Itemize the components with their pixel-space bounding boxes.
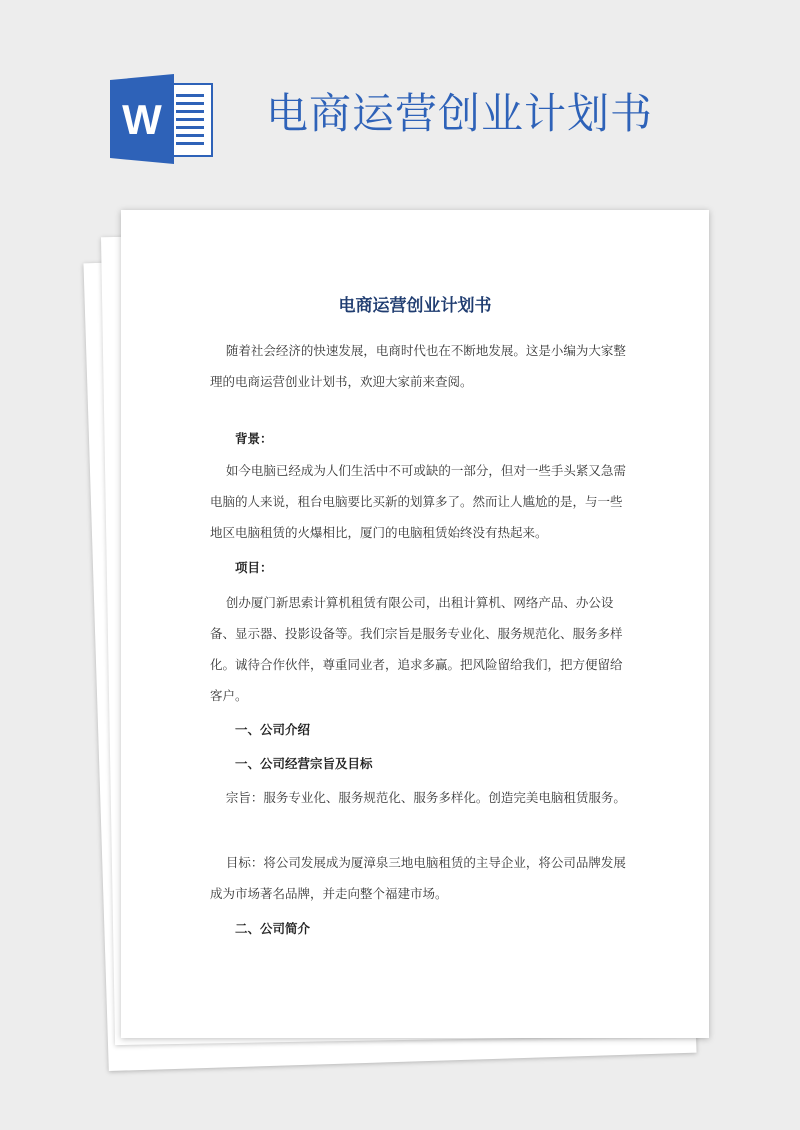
section-heading-background: 背景： (235, 431, 273, 446)
word-document-icon (110, 74, 214, 164)
document-title: 电商运营创业计划书 (338, 296, 492, 316)
document-page (121, 210, 709, 1038)
background-paragraph: 如今电脑已经成为人们生活中不可或缺的一部分，但对一些手头紧又急需电脑的人来说，租台电脑要比买新的划算多了。然而让人尴尬的是，与一些地区电脑租赁的火爆相比，厦门的电脑租赁始终没有热起来。 (210, 463, 626, 540)
goal-paragraph: 目标：将公司发展成为厦漳泉三地电脑租赁的主导企业，将公司品牌发展成为市场著名品牌，并走向整个福建市场。 (210, 855, 626, 901)
section-heading-company-profile: 二、公司简介 (235, 921, 311, 936)
section-heading-purpose-goals: 一、公司经营宗旨及目标 (235, 756, 373, 771)
section-heading-project: 项目： (235, 560, 273, 575)
section-heading-company-intro: 一、公司介绍 (235, 722, 311, 737)
project-paragraph: 创办厦门新思索计算机租赁有限公司，出租计算机、网络产品、办公设备、显示器、投影设备等。我们宗旨是服务专业化、服务规范化、服务多样化。诚待合作伙伴，尊重同业者，追求多赢。把风险留给我们，把方便留给客户。 (210, 595, 623, 703)
intro-paragraph: 随着社会经济的快速发展，电商时代也在不断地发展。这是小编为大家整理的电商运营创业计划书，欢迎大家前来查阅。 (210, 343, 626, 389)
banner-title: 电商运营创业计划书 (266, 89, 654, 138)
word-logo-letter: W (122, 96, 162, 143)
purpose-paragraph: 宗旨：服务专业化、服务规范化、服务多样化。创造完美电脑租赁服务。 (210, 790, 626, 805)
